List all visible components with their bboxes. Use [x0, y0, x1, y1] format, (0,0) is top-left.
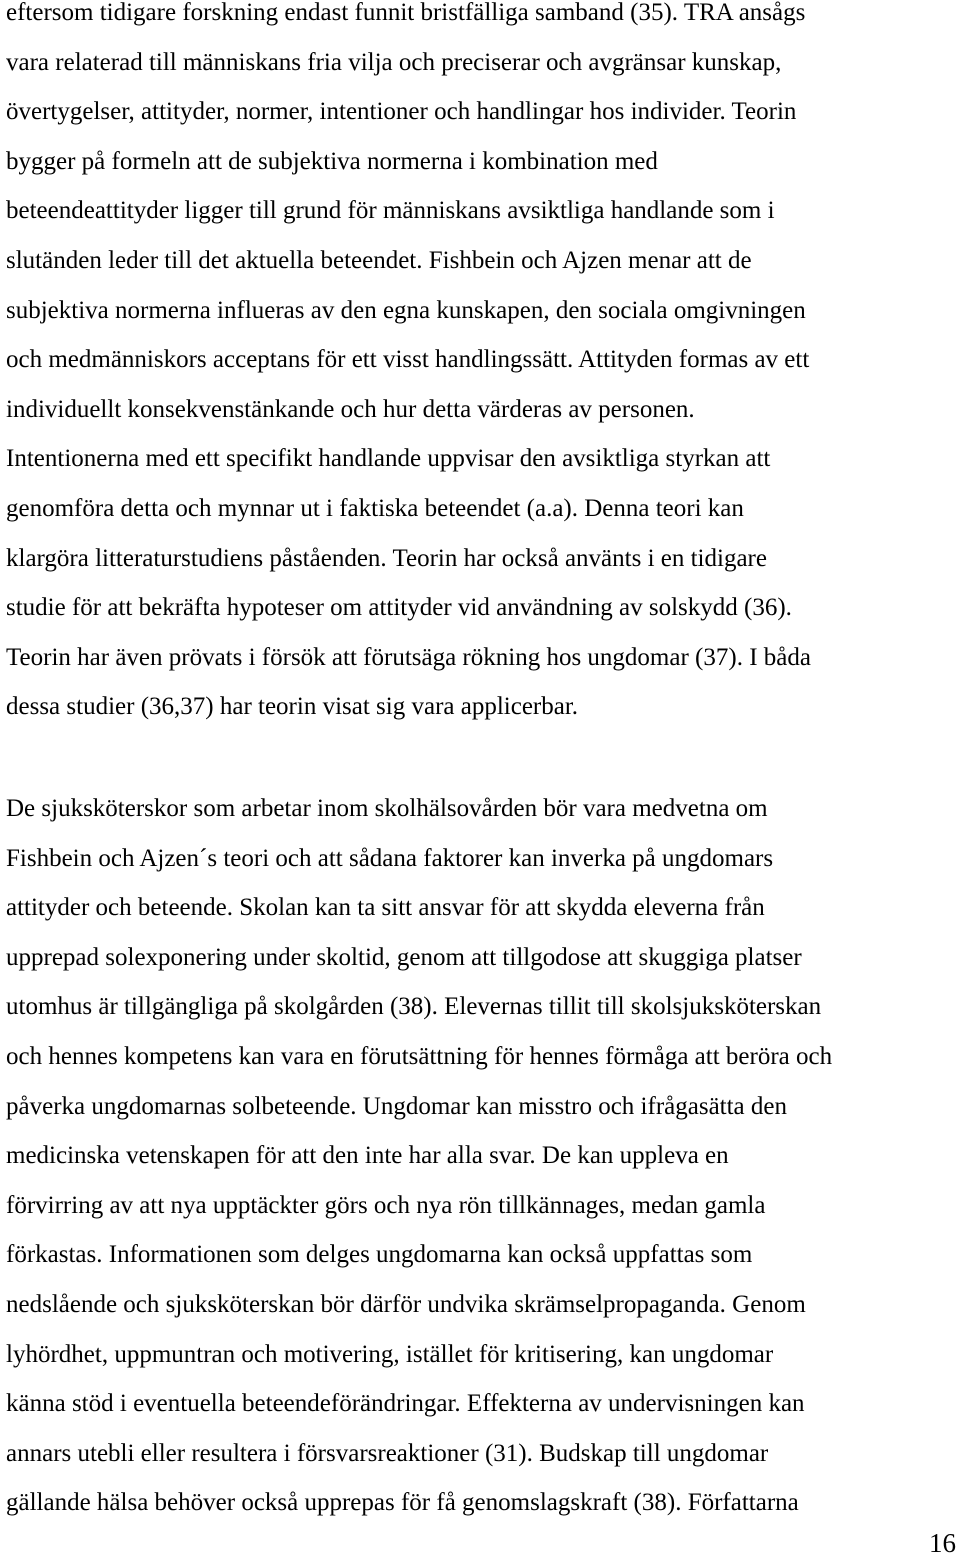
paragraph-school-nurses [6, 784, 956, 1528]
text-line: vara relaterad till människans fria vilja och preciserar och avgränsar kunskap, [6, 48, 782, 76]
paragraph-theory [6, 0, 956, 732]
text-line: Teorin har även prövats i försök att förutsäga rökning hos ungdomar (37). I båda [6, 643, 811, 671]
text-line: och medmänniskors acceptans för ett visst handlingssätt. Attityden formas av ett [6, 346, 810, 374]
text-line: beteendeattityder ligger till grund för människans avsiktliga handlande som i [6, 197, 775, 225]
text-line: annars utebli eller resultera i försvarsreaktioner (31). Budskap till ungdomar [6, 1439, 769, 1467]
text-line: Intentionerna med ett specifikt handlande uppvisar den avsiktliga styrkan att [6, 445, 771, 473]
text-line: påverka ungdomarnas solbeteende. Ungdomar kan misstro och ifrågasätta den [6, 1092, 787, 1120]
text-line: upprepad solexponering under skoltid, genom att tillgodose att skuggiga platser [6, 943, 802, 971]
text-line: utomhus är tillgängliga på skolgården (38). Elevernas tillit till skolsjuksköterskan [6, 993, 822, 1021]
text-line: förvirring av att nya upptäckter görs och nya rön tillkännages, medan gamla [6, 1191, 766, 1219]
text-line: Fishbein och Ajzen´s teori och att sådana faktorer kan inverka på ungdomars [6, 844, 774, 872]
text-line: studie för att bekräfta hypoteser om attityder vid användning av solskydd (36). [6, 594, 792, 622]
text-line: medicinska vetenskapen för att den inte har alla svar. De kan uppleva en [6, 1142, 729, 1170]
text-line: genomföra detta och mynnar ut i faktiska beteendet (a.a). Denna teori kan [6, 494, 744, 522]
text-line: eftersom tidigare forskning endast funnit bristfälliga samband (35). TRA ansågs [6, 0, 806, 26]
text-line: dessa studier (36,37) har teorin visat sig vara applicerbar. [6, 693, 579, 721]
text-line: och hennes kompetens kan vara en förutsättning för hennes förmåga att beröra och [6, 1042, 833, 1070]
text-line: subjektiva normerna influeras av den egna kunskapen, den sociala omgivningen [6, 296, 806, 324]
text-line: De sjuksköterskor som arbetar inom skolhälsovården bör vara medvetna om [6, 795, 768, 822]
text-line: övertygelser, attityder, normer, intentioner och handlingar hos individer. Teorin [6, 98, 797, 126]
text-line: individuellt konsekvenstänkande och hur detta värderas av personen. [6, 395, 695, 423]
text-line: nedslående och sjuksköterskan bör därför undvika skrämselpropaganda. Genom [6, 1290, 806, 1318]
text-line: attityder och beteende. Skolan kan ta sitt ansvar för att skydda eleverna från [6, 894, 765, 922]
page-number: 16 [929, 1528, 956, 1558]
text-line: känna stöd i eventuella beteendeförändringar. Effekterna av undervisningen kan [6, 1390, 805, 1418]
text-line: lyhördhet, uppmuntran och motivering, istället för kritisering, kan ungdomar [6, 1340, 774, 1368]
text-line: bygger på formeln att de subjektiva normerna i kombination med [6, 147, 658, 175]
text-line: förkastas. Informationen som delges ungdomarna kan också uppfattas som [6, 1241, 753, 1269]
text-line: gällande hälsa behöver också upprepas för få genomslagskraft (38). Författarna [6, 1489, 799, 1517]
text-line: klargöra litteraturstudiens påståenden. Teorin har också använts i en tidigare [6, 544, 767, 572]
text-line: slutänden leder till det aktuella beteendet. Fishbein och Ajzen menar att de [6, 246, 752, 274]
